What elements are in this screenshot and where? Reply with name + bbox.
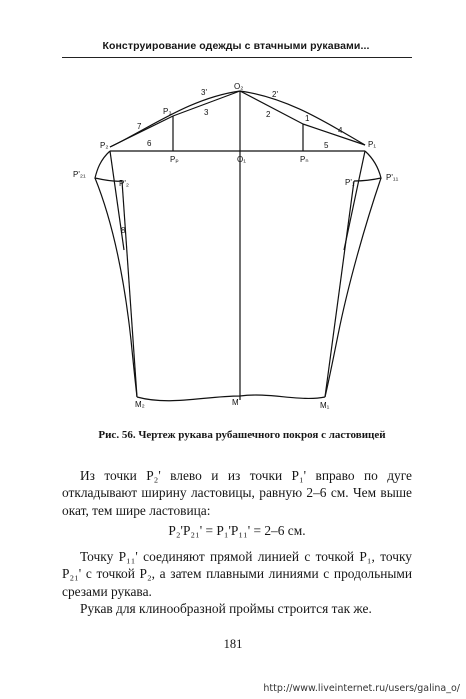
right-seam-inner [325, 181, 354, 397]
paragraph-3: Рукав для клинообразной проймы строится так же. [80, 601, 372, 616]
label-n6: 6 [147, 139, 152, 148]
running-header: Конструирование одежды с втачными рукавами... [102, 40, 370, 52]
chord-p2-p3 [110, 116, 173, 147]
label-m2: M₂ [135, 400, 145, 409]
label-n2p: 2' [272, 90, 278, 99]
label-n2: 2 [266, 110, 271, 119]
label-p11p: P'₁₁ [386, 173, 399, 182]
label-n5: 5 [324, 141, 329, 150]
label-n7: 7 [137, 122, 142, 131]
formula: P₂'P₂₁' = P₁'P₁₁' = 2–6 см. [168, 523, 306, 538]
label-n1: 1 [305, 114, 310, 123]
left-construction [110, 151, 124, 250]
label-p21p: P'₂₁ [73, 170, 86, 179]
label-n8: 8 [121, 226, 126, 235]
label-m: M [232, 398, 239, 407]
label-o1: O₁ [237, 155, 246, 164]
label-n4: 4 [338, 126, 343, 135]
paragraph-2: Точку P₁₁' соединяют прямой линией с точкой P₁, точку P₂₁' с точкой P₂, а затем плавными линиями с продольными срезами рукава. [62, 549, 412, 599]
right-construction [344, 151, 365, 250]
gusset-right [354, 151, 381, 181]
paragraph-1: Из точки P₂' влево и из точки P₁' вправо по дуге откладывают ширину ластовицы, равную 2–6 см. Чем выше окат, тем шире ластовица: [62, 468, 412, 518]
right-seam-outer [325, 178, 381, 397]
label-p2p: P'₂ [119, 179, 129, 188]
label-p1: P₁ [368, 140, 377, 149]
label-n3p: 3' [201, 88, 207, 97]
label-pp: Pₚ [170, 155, 179, 164]
label-p2: P₂ [100, 141, 109, 150]
label-m1: M₁ [320, 401, 330, 410]
label-p3: P₃ [163, 107, 172, 116]
label-n3: 3 [204, 108, 209, 117]
figure-caption: Рис. 56. Чертеж рукава рубашечного покроя с ластовицей [98, 429, 386, 441]
gusset-left [95, 151, 122, 181]
page-number: 181 [223, 637, 243, 651]
label-p1p: P'₁ [345, 178, 355, 187]
label-pn: Pₙ [300, 155, 309, 164]
watermark-url: http://www.liveinternet.ru/users/galina_o/ [263, 683, 460, 694]
label-o2: O₂ [234, 82, 244, 91]
hem-curve [137, 395, 325, 401]
left-seam-outer [95, 178, 137, 397]
